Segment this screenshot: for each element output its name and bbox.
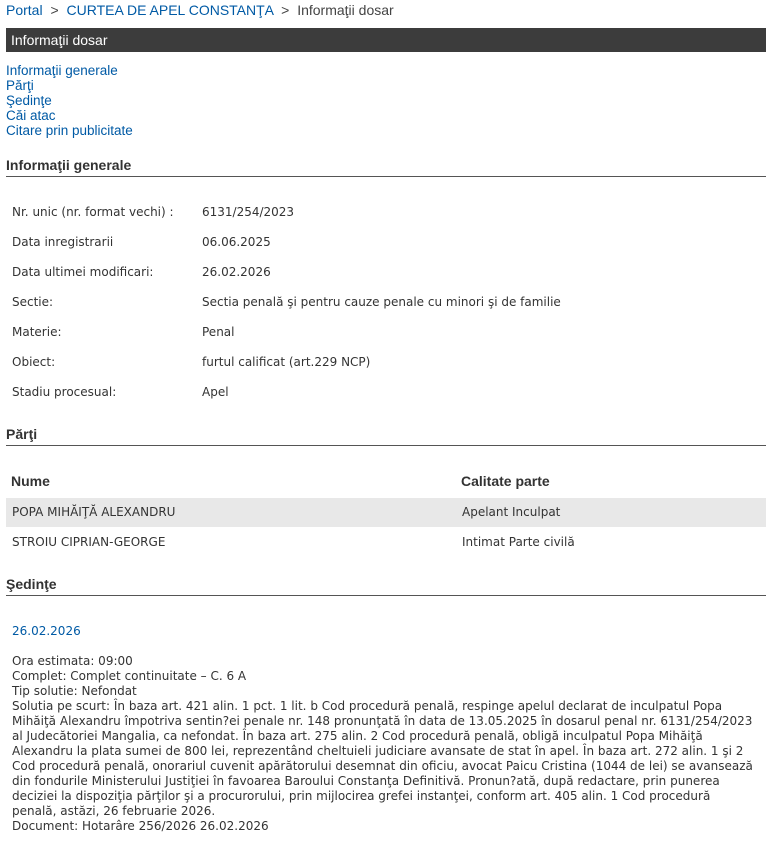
- session-document: Document: Hotarâre 256/2026 26.02.2026: [12, 819, 269, 833]
- info-value: Penal: [202, 325, 235, 339]
- section-heading-general: Informaţii generale: [6, 157, 766, 177]
- party-name: POPA MIHĂIŢĂ ALEXANDRU: [12, 505, 176, 519]
- section-nav: [6, 63, 133, 138]
- info-label: Data ultimei modificari:: [12, 265, 154, 279]
- info-label: Sectie:: [12, 295, 54, 309]
- section-heading-parti: Părţi: [6, 426, 766, 446]
- nav-link-cai-atac[interactable]: Căi atac: [6, 108, 56, 123]
- page-title-bar: [6, 28, 766, 52]
- table-row: [6, 528, 766, 557]
- session-ora: Ora estimata: 09:00: [12, 654, 133, 668]
- breadcrumb-court-link[interactable]: CURTEA DE APEL CONSTANŢA: [66, 2, 274, 18]
- column-header-nume: Nume: [11, 473, 50, 489]
- nav-link-parti[interactable]: Părţi: [6, 78, 34, 93]
- party-role: Apelant Inculpat: [462, 505, 561, 519]
- session-details: [12, 654, 757, 834]
- party-name: STROIU CIPRIAN-GEORGE: [12, 535, 166, 549]
- info-label: Obiect:: [12, 355, 56, 369]
- info-label: Nr. unic (nr. format vechi) :: [12, 205, 174, 219]
- nav-link-sedinte[interactable]: Şedinţe: [6, 93, 52, 108]
- breadcrumb-separator: >: [281, 2, 290, 18]
- session-date: 26.02.2026: [12, 624, 81, 638]
- info-value: 6131/254/2023: [202, 205, 295, 219]
- info-label: Materie:: [12, 325, 62, 339]
- party-role: Intimat Parte civilă: [462, 535, 575, 549]
- table-row: [6, 498, 766, 527]
- column-header-calitate: Calitate parte: [461, 473, 550, 489]
- nav-link-informatii-generale[interactable]: Informaţii generale: [6, 63, 118, 78]
- session-solutie: Solutia pe scurt: În baza art. 421 alin. 1 pct. 1 lit. b Cod procedură penală, respinge apelul declarat de inculpatul Popa Mihăiţă Alexandru împotriva sentin?ei penale nr. 148 pronunţată în data de 13.05.2025 în dosarul penal nr. 6131/254/2023 al Judecătoriei Mangalia, ca nefondat. În baza art. 275 alin. 2 Cod procedură penală, obligă inculpatul Popa Mihăiţă Alexandru la plata sumei de 800 lei, reprezentând cheltuieli judiciare avansate de stat în apel. În baza art. 272 alin. 1 şi 2 Cod procedură penală, onorariul cuvenit apărătorului desemnat din oficiu, avocat Paicu Cristina (1044 de lei) se avansează din fondurile Ministerului Justiţiei în favoarea Baroului Constanţa Definitivă. Pronun?ată, după redactare, prin punerea deciziei la dispoziţia părţilor şi a procurorului, prin mijlocirea grefei instanţei, conform art. 405 alin. 1 Cod procedură penală, astăzi, 26 februarie 2026.: [12, 699, 753, 818]
- info-value: 26.02.2026: [202, 265, 271, 279]
- breadcrumb: [6, 2, 394, 18]
- section-heading-sedinte: Şedinţe: [6, 576, 766, 596]
- info-label: Stadiu procesual:: [12, 385, 117, 399]
- breadcrumb-current: Informaţii dosar: [297, 2, 394, 18]
- breadcrumb-separator: >: [50, 2, 59, 18]
- nav-link-citare-publicitate[interactable]: Citare prin publicitate: [6, 123, 133, 138]
- info-value: Apel: [202, 385, 229, 399]
- info-label: Data inregistrarii: [12, 235, 114, 249]
- info-value: furtul calificat (art.229 NCP): [202, 355, 371, 369]
- info-value: 06.06.2025: [202, 235, 271, 249]
- session-tip-solutie: Tip solutie: Nefondat: [12, 684, 137, 698]
- parti-table-header: [6, 473, 766, 489]
- page-title: Informaţii dosar: [11, 32, 108, 48]
- info-value: Sectia penală şi pentru cauze penale cu minori şi de familie: [202, 295, 561, 309]
- breadcrumb-portal-link[interactable]: Portal: [6, 2, 43, 18]
- session-complet: Complet: Complet continuitate – C. 6 A: [12, 669, 247, 683]
